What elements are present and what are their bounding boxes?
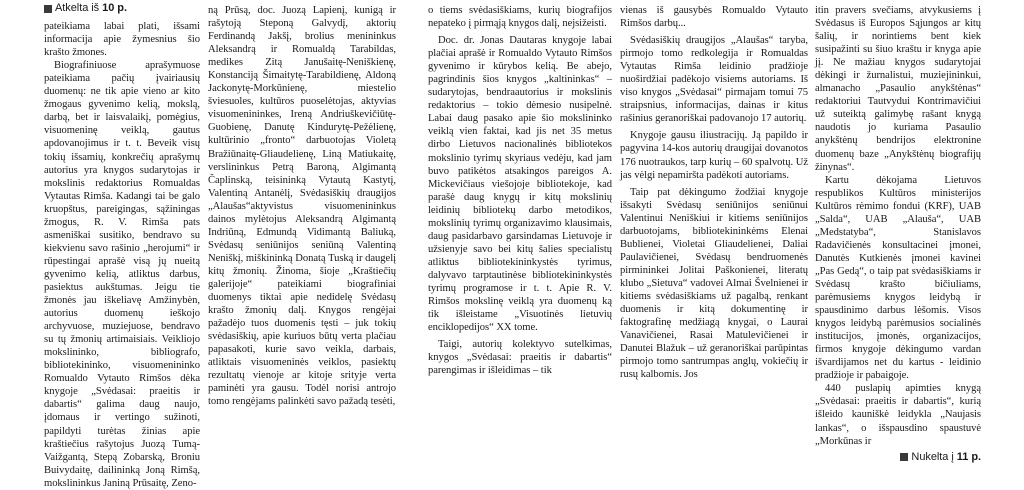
paragraph: pateikiama labai plati, išsami informacija apie žymesnius šio krašto žmones.	[44, 21, 200, 59]
paragraph: 440 puslapių apimties knygą „Svėdasai: praeitis ir dabartis“, kurią išleido kauniškė leidykla „Naujasis lankas“, o išspausdino spaustuvė „Morkūnas ir	[815, 383, 981, 447]
continued-from-marker	[44, 2, 200, 15]
continued-to-page: 11 p.	[956, 450, 981, 463]
continued-from-page: 10 p.	[102, 2, 127, 14]
column-4	[620, 4, 808, 381]
paragraph: o tiems svėdasiškiams, kurių biografijos nepateko į pirmąją knygos dalį, nejsižeisti.	[428, 5, 612, 30]
paragraph: itin pravers svečiams, atvykusiems į Svėdasus iš Europos Sąjungos ar kitų šalių, ir norintiems bent kiek susipažinti su šiuo kraštu ir knyga apie jį. Ne mažiau knygos sudarytojai dėkingi ir žurnalistui, muziejininkui, almanacho „Pasaulio anykštėnas“ redaktoriui Tautvydui Kontrimavičiui už suteiktą galimybę rašant knygą naudotis jo kuriama Pasaulio anykštėnų bendrijos elektronine duomenų baze „Anykštėnų biografijų žinynas“.	[815, 5, 981, 173]
square-bullet-icon	[900, 453, 908, 461]
continued-to-label: Nukelta į	[911, 450, 954, 463]
paragraph: Svėdasiškių draugijos „Alaušas“ taryba, pirmojo tomo redkolegija ir Romualdas Vytautas Rimša leidinio pradžioje nuoširdžiai padėkojo visiems autoriams. Iš viso knygos „Svėdasai“ pirmajam tomui 75 straipsnius, informacijas, dainas ir kitus rašinius geranoriškai padovanojo 17 autorių.	[620, 35, 808, 125]
paragraph: Taip pat dėkingumo žodžiai knygoje išsakyti Svėdasų seniūnijos seniūnui Valentinui Neniškiui ir kitiems seniūnijos darbuotojams, bibliotekininkėms Elenai Bublienei, Violetai Gliaudelienei, Daliai Paulavičienei, Svėdasų bendruomenės pirmininkei Jolitai Paškonienei, literatų klubo „Sietuva“ vadovei Almai Švelnienei ir kitiems svėdasiškiams už pagalbą, renkant duomenis ir kitą dokumentinę ir faktografinę medžiagą knygai, o Laurai Vanavičienei, Rasai Matulevičienei ir Danutei Blažuk – už geranoriškai parūpintas pirmojo tomo santrumpas anglų, vokiečių ir rusų kalbomis. Jos	[620, 186, 808, 381]
paragraph: vienas iš gausybės Romualdo Vytauto Rimšos darbų...	[620, 5, 808, 30]
continued-to-marker	[815, 451, 981, 464]
square-bullet-icon	[44, 5, 52, 13]
paragraph: Doc. dr. Jonas Dautaras knygoje labai plačiai aprašė ir Romualdo Vytauto Rimšos gyvenimo ir kūrybos kelią. Be abejo, pagrindinis šios knygos „kaltininkas“ – sudarytojas, bendraautorius ir mokslinis redaktorius – tokio dėmesio nusipelnė. Labai daug pasako apie šio mokslininko veiklą vien faktai, kad jis net 35 metus dirbo Lietuvos nacionalinės bibliotekos mokslinio tyrimų skyriaus vedėju, kad jam buvo patikėtos atsakingos pareigos A. Mickevičiaus viešojoje bibliotekoje, kad parašė daug knygų ir kitų mokslinių leidinių bibliotekų darbo metodikos, mokslinių tyrimų organizavimo klausimais, daug pasidarbavo garsindamas Lietuvoje ir užsienyje savo bei kitų šalies specialistų atliktus bibliotekininkystės tyrimus, dalyvavo tarptautinėse bibliotekininkystės tyrimų programose ir t. t. Apie R. V. Rimšos mokslinę veiklą yra duomenų ką tik išleistame „Visuotinės lietuvių enciklopedijos“ XX tome.	[428, 35, 612, 334]
paragraph: ną Prūsą, doc. Juozą Lapienį, kunigą ir rašytoją Steponą Galvydį, aktorių Ferdinandą Jakšį, brolius menininkus Aleksandrą ir Romualdą Tarabildas, medikes Zitą Janušaitę-Neniškienę, Konstanciją Šimaitytę-Tarabildienę, Aldoną Jackonytę-Morkūnienę, miestelio šviesuoles, kultūros puoselėtojas, aktyvias visuomenininkes, Ireną Andriuškevičiūtę-Guobienę, Danutę Kindurytę-Pežėlienę, kultūrinio „fronto“ darbuotojas Violetą Bražiūnaitę-Gliaudelienę, Liną Matiukaitę, verslininkus Petrą Baroną, Algimantą Čaplinską, teisininką Vytautą Kastytį, Valentiną Antanėlį, Svėdasiškių draugijos „Alaušas“aktyvistus visuomenininkus dainos mylėtojus Aleksandrą Algimantą Indriūną, Edmundą Vidimantą Baliuką, Svėdasų seniūnijos seniūną Valentiną Neniškį, miškininką Donatą Tuską ir daugelį kitų žmonių. Žinoma, šioje „Kraštiečių galerijoje“ pateikiami biografiniai duomenys tiktai apie nedidelę Svėdasų krašto žmonių dalį. Knygos rengėjai pažadėjo tuos duomenis tęsti – juk tokių svėdasiškių, apie kuriuos būtų verta plačiau papasakoti, kurie savo veikla, darbais, atliktais visuomeninės veiklos, pasiektų rezultatų vienoje ar kitoje srityje verta paminėti yra gausu. Todėl norisi antrojo tomo rengėjams palinkėti savo pažadą tesėti,	[208, 5, 396, 408]
column-1	[44, 2, 200, 490]
column-3	[428, 4, 612, 377]
continued-from-label: Atkelta iš	[55, 2, 100, 14]
paragraph: Biografiniuose aprašymuose pateikiama pačių įvairiausių duomenų: ne tik apie vieno ar kito žmogaus gyvenimo kelią, mokslą, darbą, bet ir laisvalaikį, pomėgius, visuomeninę veiklą, gautus apdovanojimus ir t. t. Beveik visų tokių išsamių, konkrečių aprašymų autorius yra knygos sudarytojas ir mokslinis redaktorius Romualdas Vytautas Rimša. Kadangi tai be galo kruopštus, pareigingas, sąžiningas žmogus, R. V. Rimša pats asmeniškai susitiko, bendravo su kiekvienu savo rašinio „herojumi“ ir rūpestingai aprašė visą jų nueitą gyvenimo kelią, atliktus darbus, pasiektus aukštumas. Jeigu tie žmonės jau iškeliavę Amžinybėn, autorius duomenų ieškojo archyvuose, muziejuose, bendravo su tų žmonių artimaisiais. Veikliojo mokslininko, bibliografo, bibliotekininko, visuomenininko Romualdo Vytauto Rimšos dėka knygoje „Svėdasai: praeitis ir dabartis“ galima daug naujo, įdomaus ir vertingo sužinoti, papildyti turėtas žinias apie kraštiečius rašytojus Juozą Tumą-Vaižgantą, Stepą Zobarską, Broniu Buivydaitę, dailininką Joną Rimšą, mokslininkus Janiną Prūsaitę, Zeno-	[44, 60, 200, 489]
column-5	[815, 4, 981, 464]
paragraph: Kartu dėkojama Lietuvos respublikos Kultūros ministerijos Kultūros rėmimo fondui (KRF), UAB „Salda“, UAB „Alauša“, UAB „Medstatyba“, Stanislavos Radavičienės konsultacinei įmonei, Danutės Kutkienės įmonei kavinei „Pas Gedą“, o taip pat svėdasiškiams ir Svėdasų krašto bičiuliams, parėmusiems knygos leidybą ir spausdinimo darbus lėšomis. Visos knygos leidybą parėmusios socialinės institucijos, įmonės, organizacijos, firmos knygoje dėkingumo vardan išvardijamos net du kartus - leidinio pradžioje ir pabaigoje.	[815, 174, 981, 382]
paragraph: Taigi, autorių kolektyvo sutelkimas, knygos „Svėdasai: praeitis ir dabartis“ parengimas ir išleidimas – tik	[428, 339, 612, 377]
paragraph: Knygoje gausu iliustracijų. Ją papildo ir pagyvina 14-kos autorių draugijai dovanotos 176 nuotraukos, tarp kurių – 60 spalvotų. Už jas vėlgi nepamiršta padėkoti autoriams.	[620, 130, 808, 181]
column-2	[208, 4, 396, 408]
